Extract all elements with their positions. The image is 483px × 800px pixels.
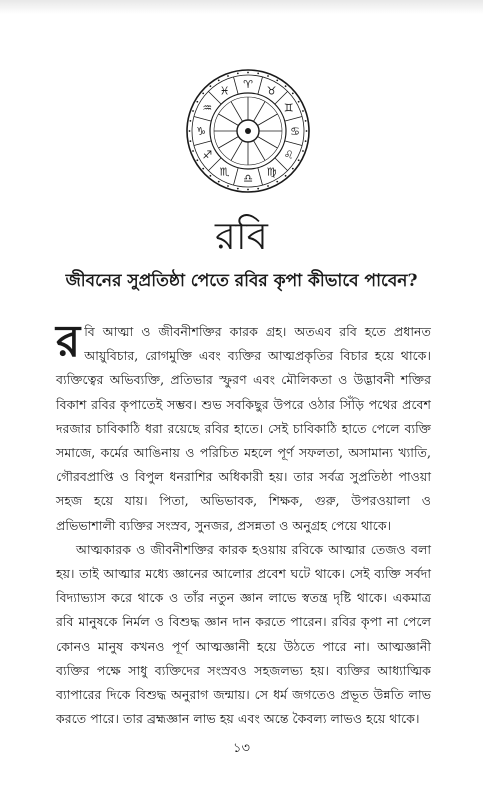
wheel-divider <box>234 77 239 94</box>
wheel-divider <box>194 117 211 122</box>
rim-dot <box>267 75 269 77</box>
rim-dot <box>196 159 198 161</box>
rim-dot <box>218 79 220 81</box>
paragraph-text: বি আত্মা ও জীবনীশক্তির কারক গ্রহ। অতএব রবি হতে প্রধানত আয়ুবিচার, রোগমুক্তি এবং ব্যক্তির আত্মপ্রকৃতির বিচার হয়ে থাকে। ব্যক্তিত্বের অভিব্যক্তি, প্রতিভার স্ফুরণ এবং মৌলিকতা ও উদ্ভাবনী শক্তির বিকাশ রবির কৃপাতেই সম্ভব। শুভ সবকিছুর উপরে ওঠার সিঁড়ি পথের প্রবেশ দরজার চাবিকাঠি ধরা রয়েছে রবির হাতে। সেই চাবিকাঠি হাতে পেলে ব্যক্তি সমাজে, কর্মের আঙিনায় ও পরিচিত মহলে পূর্ণ সফলতা, অসামান্য খ্যাতি, গৌরবপ্রাপ্তি ও বিপুল ধনরাশির অধিকারী হয়। তার সর্বত্র সুপ্রতিষ্ঠা পাওয়া সহজ হয়ে যায়। পিতা, অভিভাবক, শিক্ষক, গুরু, উপরওয়ালা ও প্রভিভাশালী ব্যক্তির সংস্রব, সুনজর, প্রসন্নতা ও অনুগ্রহ পেয়ে থাকে। <box>56 324 431 533</box>
drop-cap: র <box>56 316 81 367</box>
rim-dot <box>298 159 300 161</box>
chapter-subtitle: জীবনের সুপ্রতিষ্ঠা পেতে রবির কৃপা কীভাবে পাবেন? <box>65 271 418 291</box>
rim-dot <box>257 188 259 190</box>
wheel-spoke <box>254 102 266 122</box>
rim-dot <box>237 72 239 74</box>
zodiac-sign-icon: ♓ <box>219 84 230 98</box>
rim-dot <box>276 181 278 183</box>
wheel-spoke <box>219 137 239 149</box>
rim-dot <box>247 189 249 191</box>
rim-dot <box>285 175 287 177</box>
wheel-divider <box>258 168 263 185</box>
rim-dot <box>227 185 229 187</box>
zodiac-sign-icon: ♊ <box>283 101 294 115</box>
rim-dot <box>192 110 194 112</box>
rim-dot <box>192 150 194 152</box>
wheel-divider <box>234 168 239 185</box>
rim-dot <box>209 85 211 87</box>
paragraph: আত্মকারক ও জীবনীশক্তির কারক হওয়ায় রবিকে আত্মার তেজও বলা হয়। তাই আত্মার মধ্যে জ্ঞানের আলোর প্রবেশ ঘটে থাকে। সেই ব্যক্তি সর্বদা বিদ্যাভ্যাস করে থাকে ও তাঁর নতুন জ্ঞান লাভে স্বতন্ত্র দৃষ্টি থাকে। একমাত্র রবি মানুষকে নির্মল ও বিশুদ্ধ জ্ঞান দান করতে পারেন। রবির কৃপা না পেলে কোনও মানুষ কখনও পূর্ণ আত্মজ্ঞানী হয়ে উঠতে পারে না। আত্মজ্ঞানী ব্যক্তির পক্ষে সাধু ব্যক্তিদের সংস্রবও সহজলভ্য হয়। ব্যক্তির আধ্যাত্মিক ব্যাপারের দিকে বিশুদ্ধ অনুরাগ জন্মায়। সে ধর্ম জগতেও প্রভূত উন্নতি লাভ করতে পারে। তার ব্রহ্মজ্ঞান লাভ হয় এবং অন্তে কৈবল্য লাভও হয়ে থাকে। <box>56 541 431 727</box>
zodiac-wheel-icon <box>185 68 311 194</box>
rim-dot <box>298 101 300 103</box>
wheel-spoke <box>219 114 239 126</box>
rim-dot <box>196 101 198 103</box>
rim-dot <box>189 120 191 122</box>
zodiac-sign-icon: ♏ <box>219 165 230 179</box>
zodiac-sign-icon: ♒ <box>202 101 213 115</box>
wheel-spoke <box>231 141 243 161</box>
rim-dot <box>189 140 191 142</box>
rim-dot <box>247 72 249 74</box>
rim-dot <box>257 72 259 74</box>
page-edge <box>0 0 483 14</box>
chapter-title: রবি <box>215 214 268 258</box>
zodiac-sign-icon: ♎ <box>243 172 253 185</box>
rim-dot <box>267 185 269 187</box>
page-number: ১৩ <box>233 741 250 756</box>
zodiac-sign-icon: ♐ <box>202 148 213 162</box>
rim-dot <box>218 181 220 183</box>
wheel-spoke <box>258 114 278 126</box>
rim-dot <box>227 75 229 77</box>
zodiac-sign-icon: ♉ <box>266 84 277 98</box>
rim-dot <box>306 130 308 132</box>
rim-dot <box>302 110 304 112</box>
wheel-divider <box>285 117 302 122</box>
zodiac-sign-icon: ♈ <box>243 78 253 91</box>
zodiac-sign-icon: ♍ <box>266 165 277 179</box>
zodiac-sign-icon: ♑ <box>196 125 206 138</box>
rim-dot <box>305 140 307 142</box>
rim-dot <box>189 130 191 132</box>
paragraph <box>56 316 431 538</box>
body-text <box>56 316 431 731</box>
rim-dot <box>202 92 204 94</box>
rim-dot <box>305 120 307 122</box>
rim-dot <box>237 188 239 190</box>
rim-dot <box>292 168 294 170</box>
wheel-divider <box>285 141 302 146</box>
rim-dot <box>209 175 211 177</box>
rim-dot <box>202 168 204 170</box>
wheel-divider <box>258 77 263 94</box>
rim-dot <box>285 85 287 87</box>
wheel-spoke <box>231 102 243 122</box>
wheel-divider <box>194 141 211 146</box>
wheel-spoke <box>254 141 266 161</box>
rim-dot <box>302 150 304 152</box>
zodiac-sign-icon: ♌ <box>283 148 294 162</box>
rim-dot <box>276 79 278 81</box>
zodiac-sign-icon: ♋ <box>290 125 300 138</box>
rim-dot <box>292 92 294 94</box>
wheel-spoke <box>258 137 278 149</box>
